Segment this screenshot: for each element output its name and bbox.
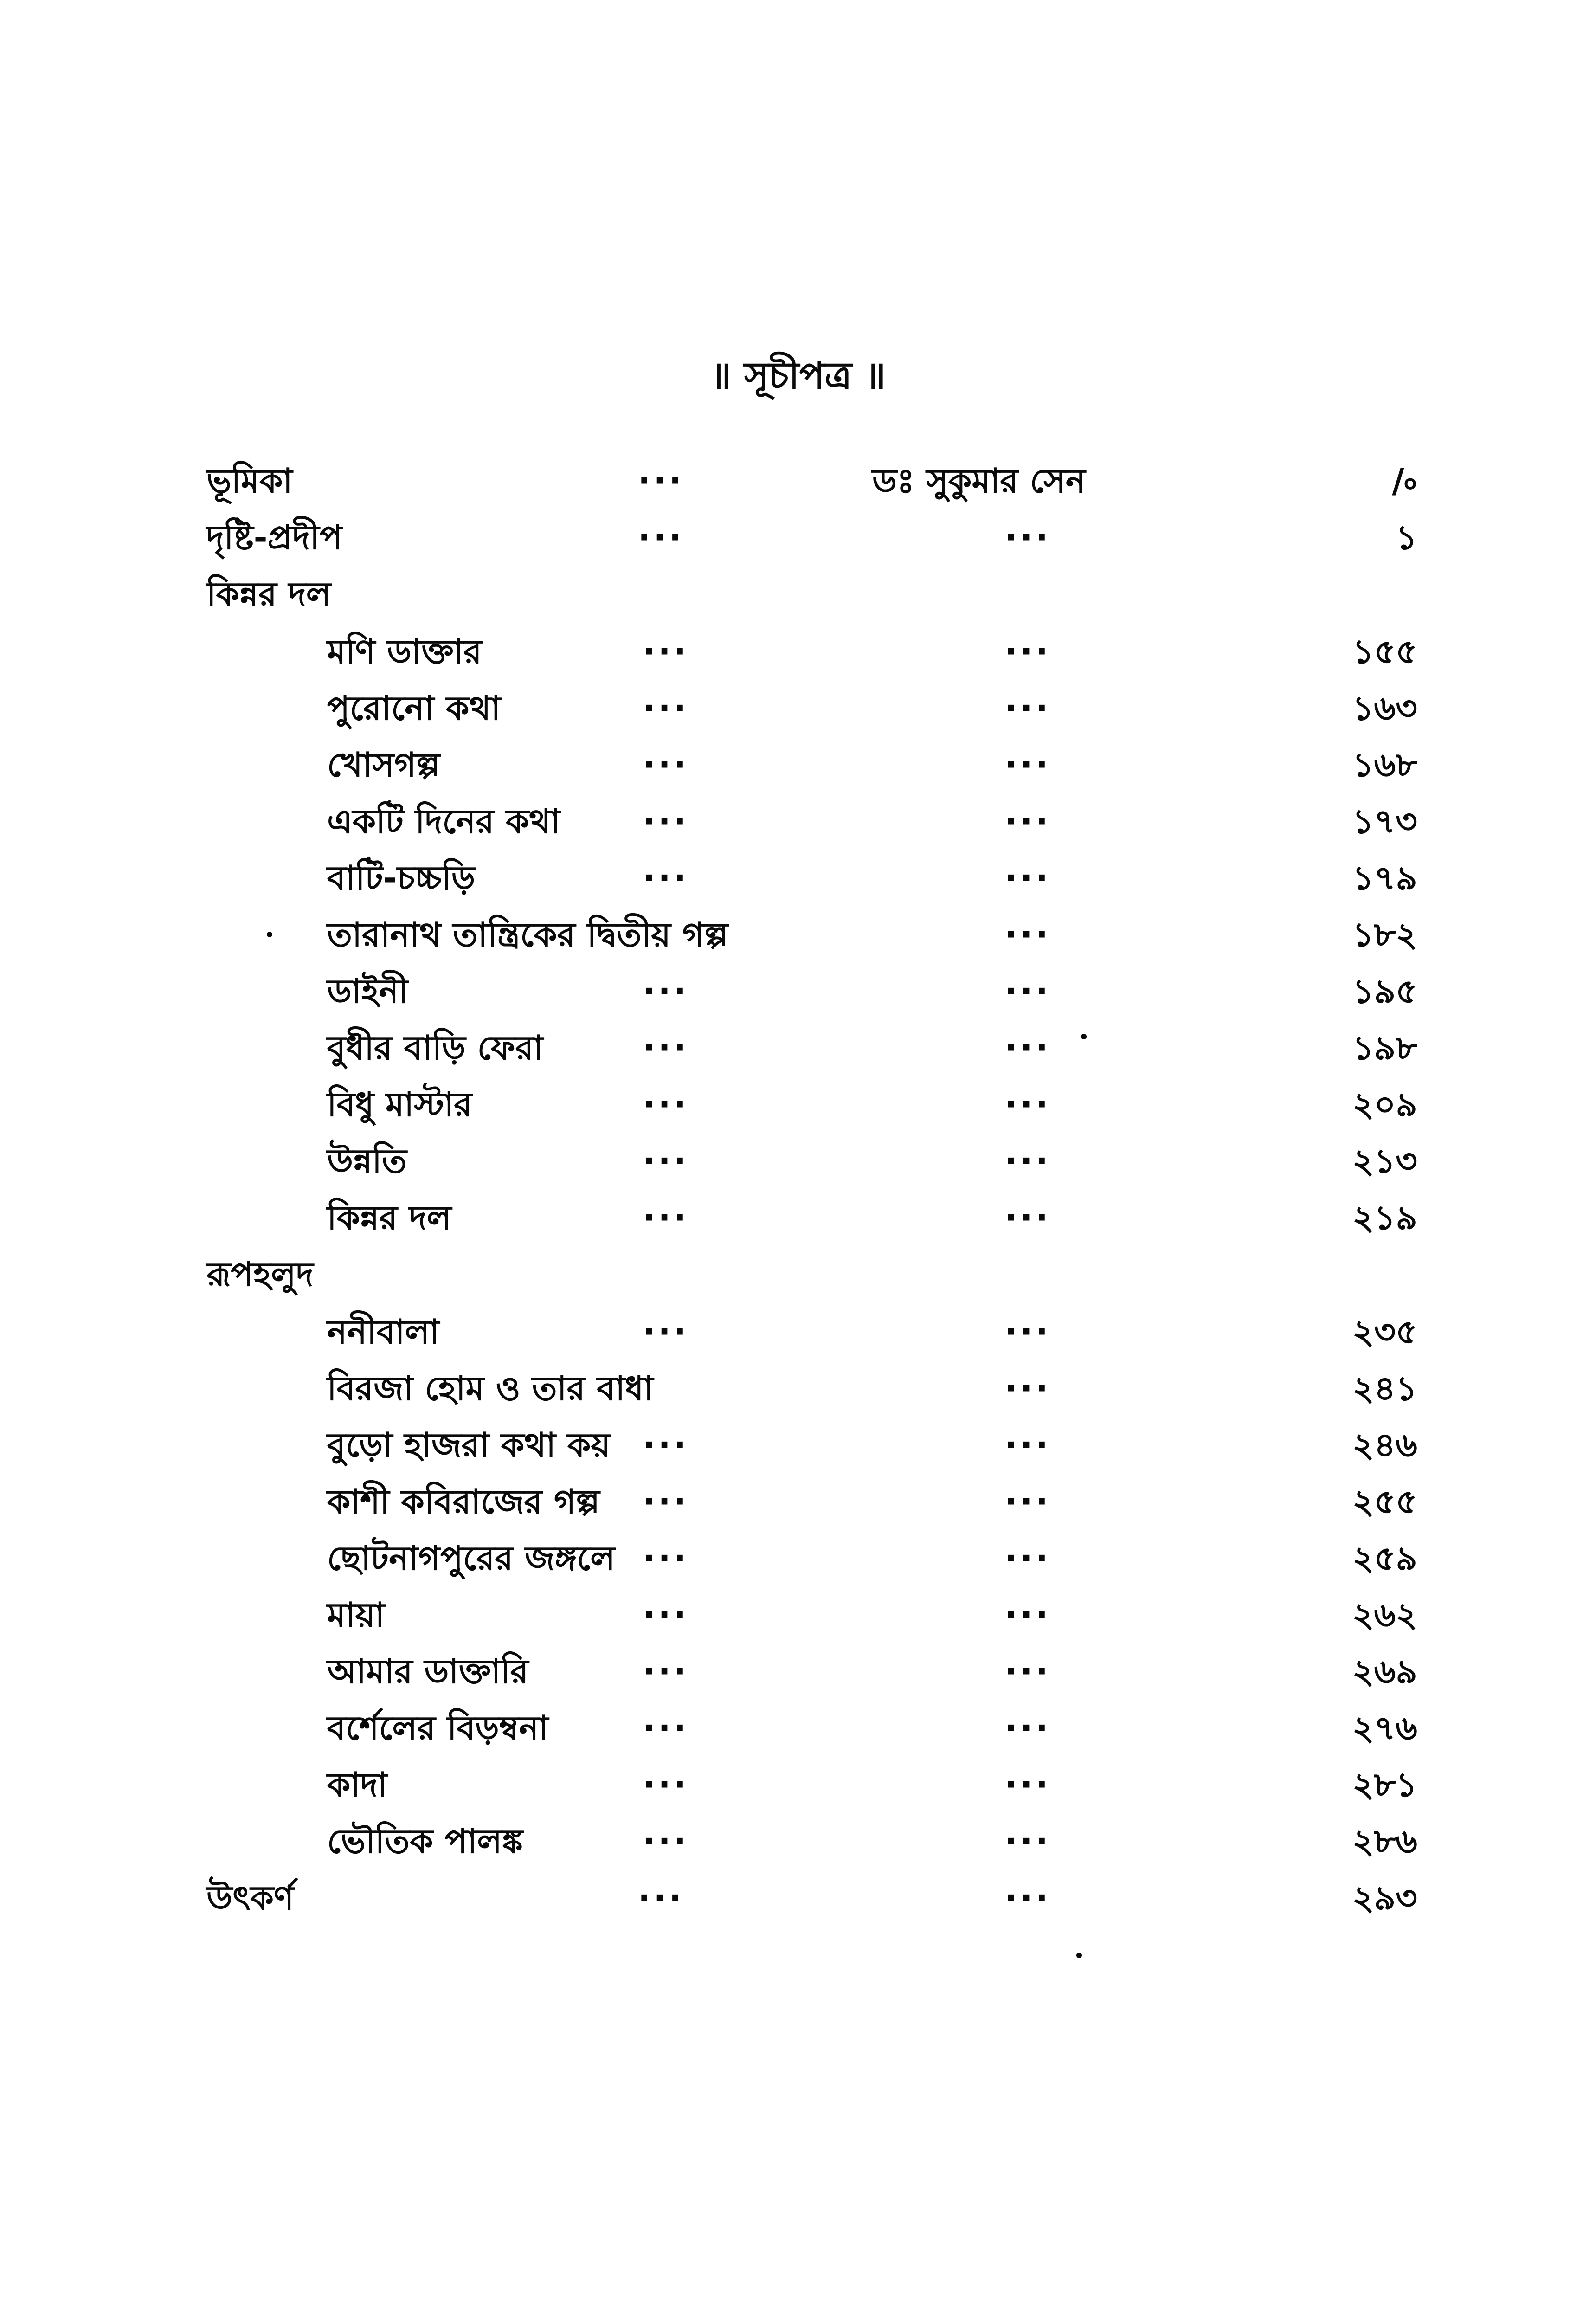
page-number: ২৮৬ [1352, 1822, 1417, 1861]
page-number: ১৬৩ [1352, 689, 1417, 728]
page-number: ২০৯ [1352, 1085, 1417, 1124]
entry-title: কাশী কবিরাজের গল্প [327, 1482, 600, 1521]
toc-entry [0, 736, 1596, 793]
page-number: ১৫৫ [1352, 632, 1417, 671]
leader-dots: ··· [643, 1085, 689, 1124]
print-speck [1076, 1953, 1082, 1958]
print-speck [267, 932, 272, 937]
page-number: ১ [1396, 518, 1417, 557]
toc-entry [0, 680, 1596, 736]
toc-entry [0, 1813, 1596, 1869]
page-number: ২৯৩ [1352, 1878, 1417, 1917]
page-number: ১৯৫ [1352, 972, 1417, 1011]
leader-dots: ··· [643, 745, 689, 784]
page-number: ২৪১ [1352, 1369, 1417, 1408]
entry-title: মণি ডাক্তার [327, 632, 482, 671]
leader-dots: ··· [1004, 972, 1051, 1011]
entry-title: বিধু মাস্টার [327, 1085, 472, 1124]
page-number: ২৭৬ [1352, 1708, 1417, 1747]
page-title: ॥ সূচীপত্র ॥ [710, 354, 886, 397]
leader-dots: ··· [1004, 858, 1051, 897]
entry-title: পুরোনো কথা [327, 689, 501, 728]
leader-dots: ··· [1004, 1878, 1051, 1917]
entry-title: বুড়ো হাজরা কথা কয় [327, 1425, 611, 1464]
leader-dots: ··· [1004, 1652, 1051, 1691]
toc-entry [0, 452, 1596, 509]
toc-entry [0, 1303, 1596, 1360]
leader-dots: ··· [643, 1822, 689, 1861]
leader-dots: ··· [1004, 745, 1051, 784]
entry-title: তারানাথ তান্ত্রিকের দ্বিতীয় গল্প [327, 915, 728, 954]
leader-dots: ··· [1004, 1198, 1051, 1237]
page-number: /৹ [1392, 461, 1417, 500]
leader-dots: ··· [1004, 1028, 1051, 1067]
table-of-contents [0, 452, 1596, 1926]
leader-dots: ··· [1004, 632, 1051, 671]
toc-entry [0, 1360, 1596, 1417]
toc-entry [0, 1530, 1596, 1586]
leader-dots: ··· [1004, 518, 1051, 557]
leader-dots: ··· [1004, 1595, 1051, 1634]
toc-section-heading [0, 1246, 1596, 1303]
toc-entry [0, 1700, 1596, 1756]
page-number: ২৫৯ [1352, 1539, 1417, 1578]
page-number: ২৫৫ [1352, 1482, 1417, 1521]
toc-entry [0, 1417, 1596, 1473]
leader-dots: ··· [1004, 915, 1051, 954]
toc-entry [0, 1586, 1596, 1643]
leader-dots: ··· [643, 1708, 689, 1747]
page-number: ২১৩ [1352, 1141, 1417, 1180]
leader-dots: ··· [643, 1198, 689, 1237]
page-number: ২৬২ [1352, 1595, 1417, 1634]
section-title: কিন্নর দল [206, 574, 331, 613]
entry-title: একটি দিনের কথা [327, 802, 560, 841]
toc-entry [0, 963, 1596, 1019]
page-number: ১৮২ [1352, 915, 1417, 954]
toc-entry [0, 850, 1596, 906]
leader-dots: ··· [643, 1482, 689, 1521]
toc-entry [0, 906, 1596, 963]
leader-dots: ··· [1004, 1312, 1051, 1351]
toc-entry [0, 1019, 1596, 1076]
entry-title: ভৌতিক পালঙ্ক [327, 1822, 523, 1861]
leader-dots: ··· [1004, 1425, 1051, 1464]
entry-title: ডাইনী [327, 972, 408, 1011]
leader-dots: ··· [643, 1595, 689, 1634]
leader-dots: ··· [643, 1028, 689, 1067]
section-title: রূপহলুদ [206, 1255, 314, 1294]
entry-title: বিরজা হোম ও তার বাধা [327, 1369, 654, 1408]
toc-entry [0, 793, 1596, 850]
leader-dots: ··· [1004, 1765, 1051, 1804]
leader-dots: ··· [643, 1765, 689, 1804]
page-number: ২৩৫ [1352, 1312, 1417, 1351]
entry-title: ছোটনাগপুরের জঙ্গলে [327, 1539, 615, 1578]
leader-dots: ··· [1004, 1482, 1051, 1521]
page-number: ১৬৮ [1352, 745, 1417, 784]
entry-title: মায়া [327, 1595, 385, 1634]
leader-dots: ··· [638, 461, 685, 500]
leader-dots: ··· [1004, 1708, 1051, 1747]
entry-title: দৃষ্টি-প্রদীপ [206, 518, 342, 557]
leader-dots: ··· [1004, 1085, 1051, 1124]
print-speck [1081, 1034, 1087, 1039]
page-number: ২৬৯ [1352, 1652, 1417, 1691]
entry-title: খোসগল্প [327, 745, 440, 784]
leader-dots: ··· [638, 1878, 685, 1917]
entry-title: আমার ডাক্তারি [327, 1652, 529, 1691]
toc-entry [0, 509, 1596, 566]
leader-dots: ··· [643, 1141, 689, 1180]
leader-dots: ··· [638, 518, 685, 557]
leader-dots: ··· [643, 1539, 689, 1578]
leader-dots: ··· [643, 632, 689, 671]
leader-dots: ··· [1004, 802, 1051, 841]
entry-title: উন্নতি [327, 1141, 407, 1180]
leader-dots: ··· [643, 1425, 689, 1464]
page-number: ১৭৩ [1352, 802, 1417, 841]
page-number: ২৮১ [1352, 1765, 1417, 1804]
entry-title: উৎকর্ণ [206, 1878, 294, 1917]
leader-dots: ··· [643, 1312, 689, 1351]
page-number: ২১৯ [1352, 1198, 1417, 1237]
entry-author: ডঃ সুকুমার সেন [872, 461, 1086, 500]
toc-entry [0, 623, 1596, 680]
toc-section-heading [0, 566, 1596, 623]
entry-title: কিন্নর দল [327, 1198, 452, 1237]
toc-entry [0, 1133, 1596, 1189]
page-number: ১৯৮ [1352, 1028, 1417, 1067]
leader-dots: ··· [643, 802, 689, 841]
toc-entry [0, 1473, 1596, 1530]
entry-title: কাদা [327, 1765, 387, 1804]
leader-dots: ··· [1004, 1141, 1051, 1180]
toc-entry [0, 1756, 1596, 1813]
leader-dots: ··· [643, 972, 689, 1011]
leader-dots: ··· [1004, 1369, 1051, 1408]
toc-entry [0, 1076, 1596, 1133]
page-number: ২৪৬ [1352, 1425, 1417, 1464]
page-number: ১৭৯ [1352, 858, 1417, 897]
toc-entry [0, 1643, 1596, 1700]
entry-title: বর্শেলের বিড়ম্বনা [327, 1708, 549, 1747]
entry-title: বাটি-চচ্চড়ি [327, 858, 476, 897]
toc-entry [0, 1189, 1596, 1246]
entry-title: বুধীর বাড়ি ফেরা [327, 1028, 544, 1067]
entry-title: ভূমিকা [206, 461, 293, 500]
leader-dots: ··· [1004, 1822, 1051, 1861]
entry-title: ননীবালা [327, 1312, 440, 1351]
leader-dots: ··· [643, 1652, 689, 1691]
leader-dots: ··· [643, 689, 689, 728]
leader-dots: ··· [643, 858, 689, 897]
toc-entry [0, 1869, 1596, 1926]
leader-dots: ··· [1004, 1539, 1051, 1578]
leader-dots: ··· [1004, 689, 1051, 728]
